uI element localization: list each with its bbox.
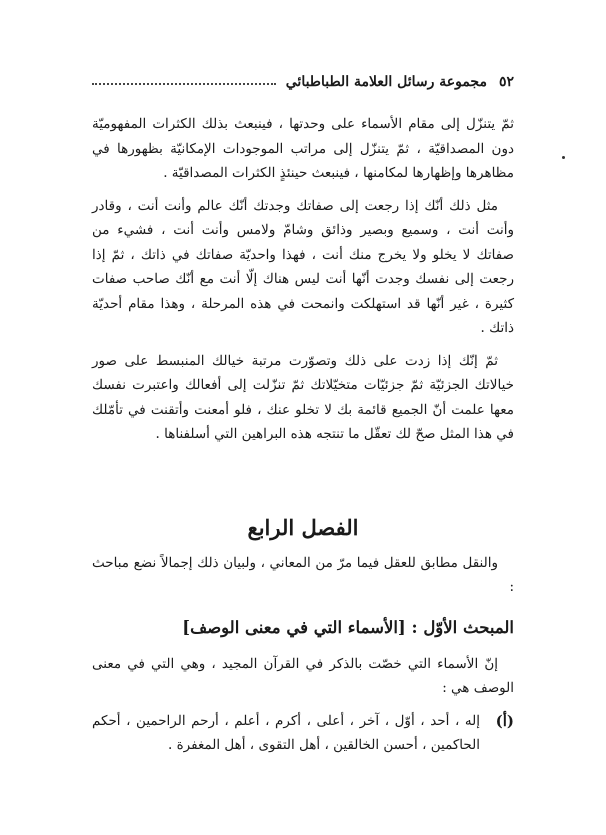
paragraph-3: ثمّ إنّك إذا زدت على ذلك وتصوّرت مرتبة خيالك المنبسط على صور خيالاتك الجزئيّة ثمّ جزئيّات متخيّلاتك ثمّ تنزّلت إلى أفعالك واعتبرت نفسك معها علمت أنّ الجميع قائمة بك لا تخلو عنك ، فلو أمعنت وأتقنت في تأمّلك في هذا المثل صحّ لك تعقّل ما تنتجه هذه البراهين التي أسلفناها .: [92, 352, 514, 442]
page-number: ٥٢: [498, 74, 514, 90]
section-intro: إنّ الأسماء التي خصّت بالذكر في القرآن المجيد ، وهي التي في معنى الوصف هي :: [92, 655, 514, 696]
chapter-intro: والنقل مطابق للعقل فيما مرّ من المعاني ، ولبيان ذلك إجمالاً نضع مباحث :: [92, 554, 514, 595]
page-body: [92, 112, 514, 758]
list-item-text: إله ، أحد ، أوّل ، آخر ، أعلى ، أكرم ، أعلم ، أرحم الراحمين ، أحكم الحاكمين ، أحسن الخالقين ، أهل التقوى ، أهل المغفرة .: [92, 712, 480, 753]
list-item-label: (أ): [495, 711, 514, 730]
book-title: مجموعة رسائل العلامة الطباطبائي: [285, 74, 487, 90]
chapter-title: الفصل الرابع: [247, 514, 359, 540]
margin-mark: [562, 156, 565, 159]
paragraph-2: مثل ذلك أنّك إذا رجعت إلى صفاتك وجدتك أنّك عالم وأنت أنت ، وقادر وأنت أنت ، وسميع وبصير وذائق وشامّ ولامس وأنت أنت ، فشيء من صفاتك لا يخلو ولا يخرج منك أنت ، فهذا واحديّة صفاتك في ذاتك ، ثمّ إذا رجعت إلى نفسك وجدت أنّها أنت ليس هناك إلّا أنت مع أنّك صاحب صفات كثيرة ، غير أنّها قد استهلكت وانمحت في هذه المرحلة ، وهذا مقام أحديّة ذاتك .: [92, 197, 514, 336]
header-dot-leader: [92, 83, 276, 85]
list-item: [92, 709, 514, 758]
paragraph-1: ثمّ يتنزّل إلى مقام الأسماء على وحدتها ، فينبعث بذلك الكثرات المفهوميّة دون المصداقيّة ، ثمّ يتنزّل إلى مراتب الموجودات الإمكانيّة بظهورها في مظاهرها وإظهارها لمكامنها ، فينبعث حينئذٍ الكثرات المصداقيّة .: [92, 116, 514, 181]
running-header: [92, 66, 514, 90]
section-title: المبحث الأوّل : [الأسماء التي في معنى الوصف]: [182, 617, 514, 637]
